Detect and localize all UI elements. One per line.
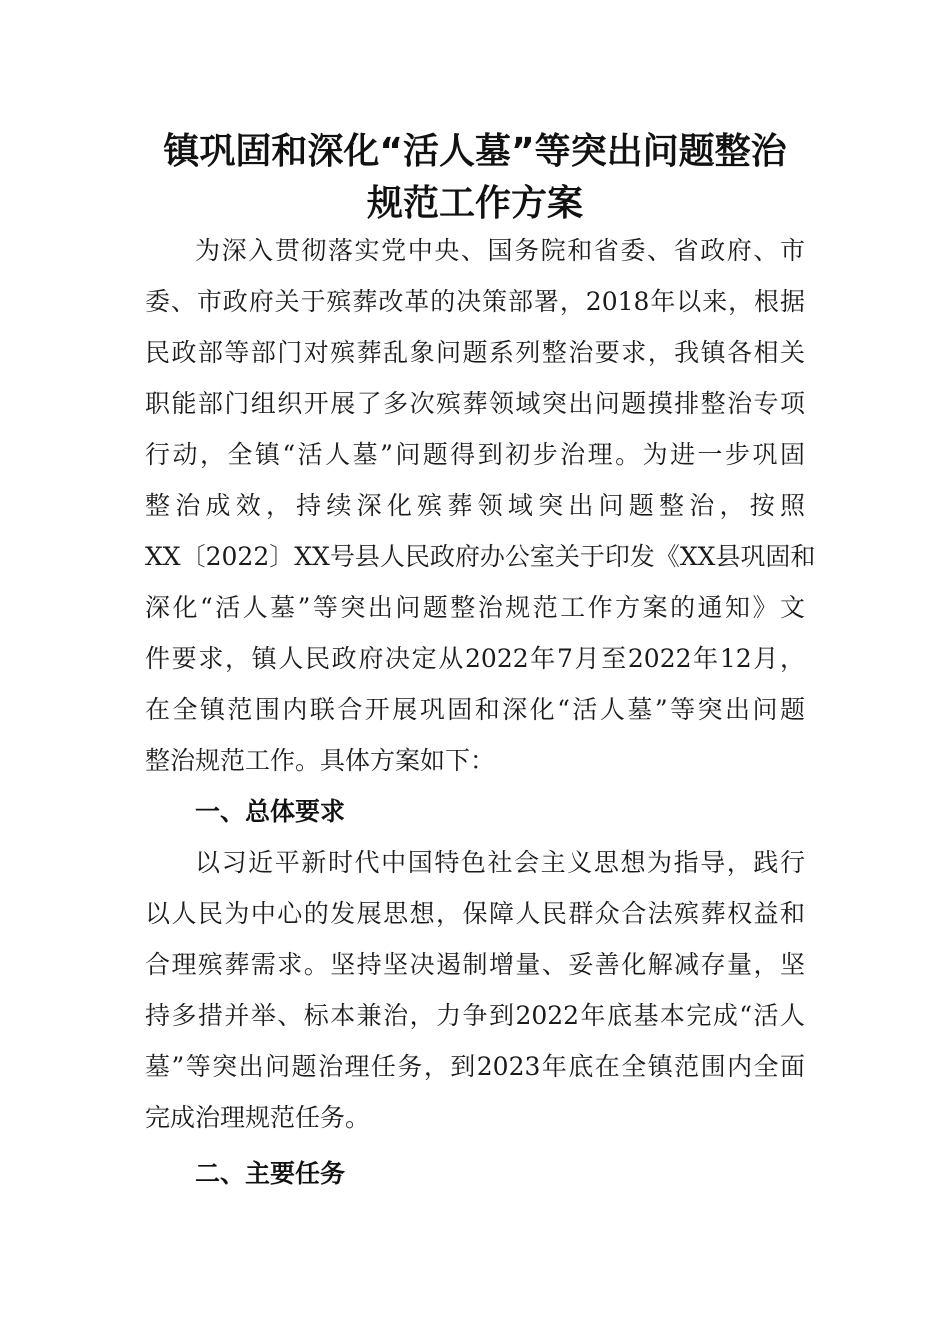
document-title-line-2: 规范工作方案 [366,183,583,224]
intro-paragraph-line: 委、市政府关于殡葬改革的决策部署，2018年以来，根据 [145,287,805,316]
intro-paragraph-line: 为深入贯彻落实党中央、国务院和省委、省政府、市 [195,236,805,265]
section1-paragraph-line: 墓”等突出问题治理任务，到2023年底在全镇范围内全面 [145,1052,805,1081]
document-title-line-1: 镇巩固和深化“活人墓”等突出问题整治 [163,131,787,172]
intro-paragraph-line: 职能部门组织开展了多次殡葬领域突出问题摸排整治专项 [145,389,805,418]
intro-paragraph-line: 民政部等部门对殡葬乱象问题系列整治要求，我镇各相关 [145,338,805,367]
intro-paragraph-line: 整治成效，持续深化殡葬领域突出问题整治，按照 [145,491,805,520]
section1-paragraph-line: 合理殡葬需求。坚持坚决遏制增量、妥善化解减存量，坚 [145,950,805,979]
section-heading-general-requirements: 一、总体要求 [195,797,346,826]
intro-paragraph-line: 行动，全镇“活人墓”问题得到初步治理。为进一步巩固 [145,440,805,469]
intro-paragraph-line: 件要求，镇人民政府决定从2022年7月至2022年12月， [145,644,805,673]
section1-paragraph-line: 以习近平新时代中国特色社会主义思想为指导，践行 [195,848,805,877]
section1-paragraph-line: 以人民为中心的发展思想，保障人民群众合法殡葬权益和 [145,899,805,928]
intro-paragraph-line: 深化“活人墓”等突出问题整治规范工作方案的通知》文 [145,593,805,622]
section1-paragraph-line: 持多措并举、标本兼治，力争到2022年底基本完成“活人 [145,1001,805,1030]
section-heading-main-tasks: 二、主要任务 [195,1159,346,1188]
intro-paragraph-line: 在全镇范围内联合开展巩固和深化“活人墓”等突出问题 [145,695,805,724]
section1-paragraph-line: 完成治理规范任务。 [145,1103,371,1132]
intro-paragraph-line: XX〔2022〕XX号县人民政府办公室关于印发《XX县巩固和 [145,542,816,571]
intro-paragraph-line: 整治规范工作。具体方案如下： [145,746,496,775]
